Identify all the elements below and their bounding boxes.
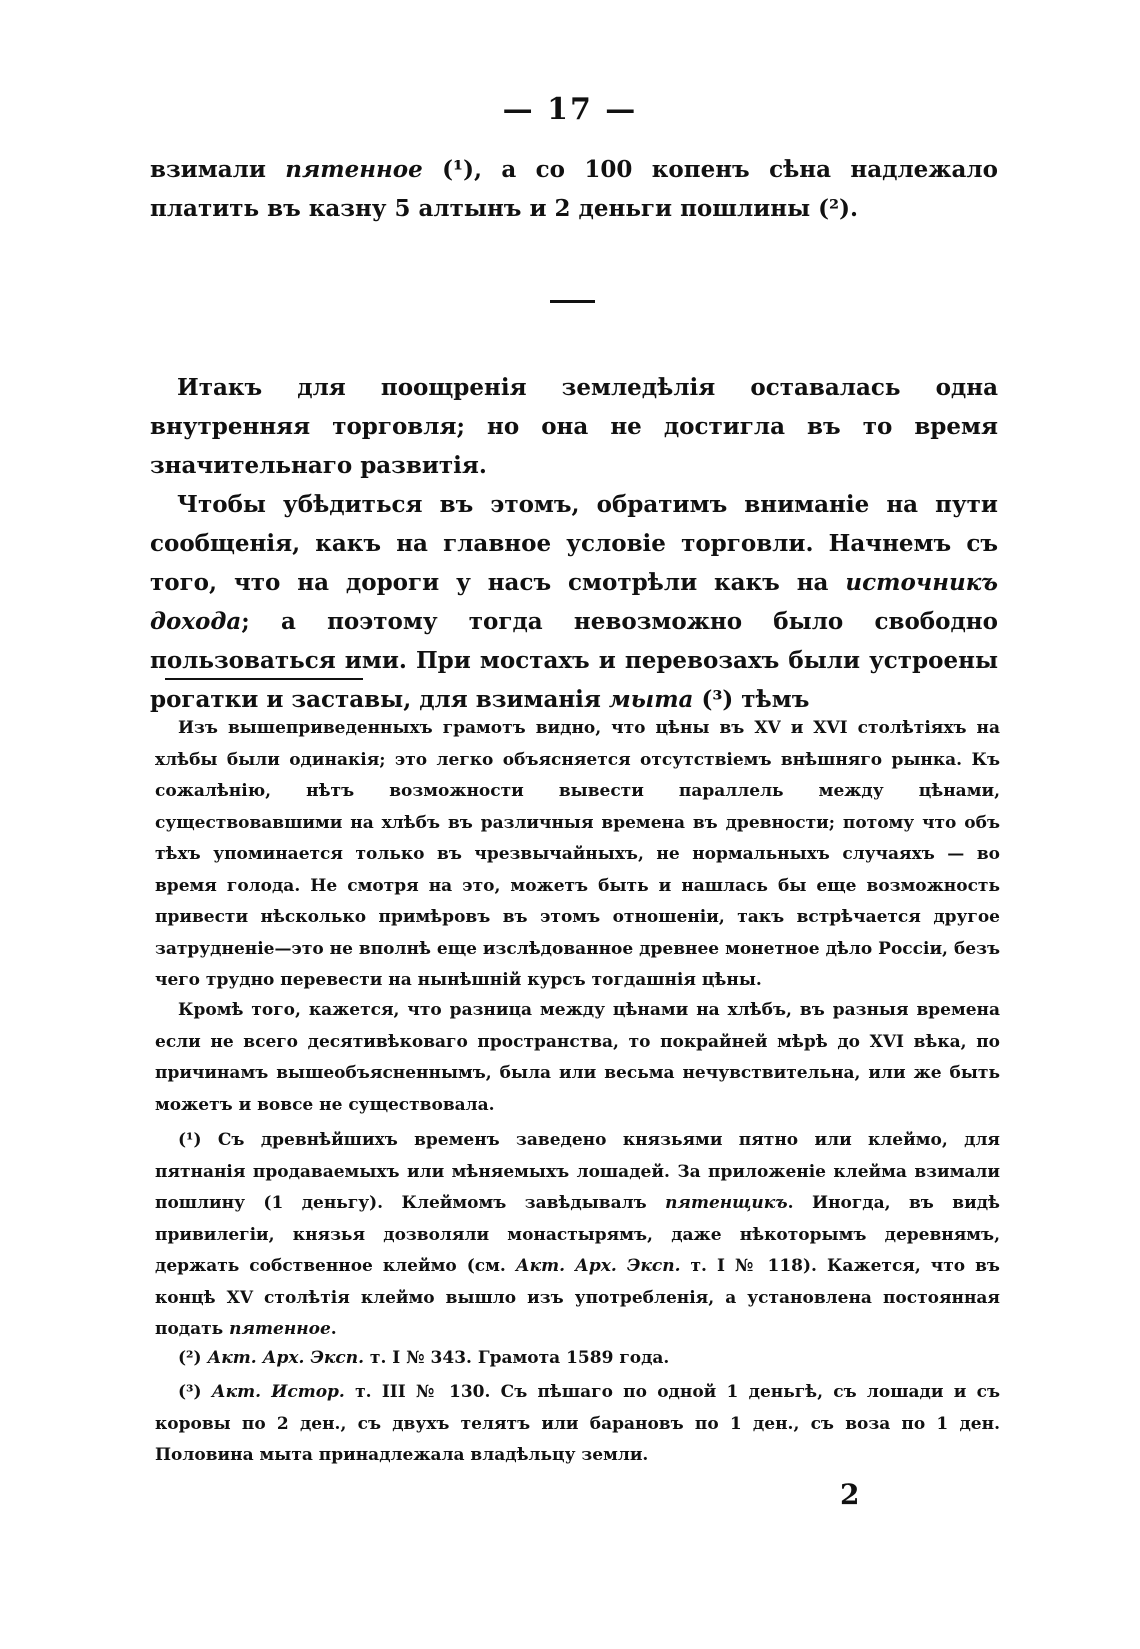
fn1-text-3: т. I № 118). Кажется, что въ концѣ XV столѣтія клеймо вышло изъ употребленія, а установлена постоянная подать bbox=[155, 1256, 1000, 1339]
body-p2-text-2: ; а поэтому тогда невозможно было свободно пользоваться ими. При мостахъ и перевозахъ были устроены рогатки и заставы, для взиманія bbox=[150, 608, 998, 713]
body-p2-italic-2: мыта bbox=[608, 686, 694, 713]
fn3-italic: Акт. Истор. bbox=[211, 1382, 345, 1402]
footnote-1-text bbox=[155, 1125, 1000, 1346]
fn3-text-2: т. III № 130. Съ пѣшаго по одной 1 деньгѣ, съ лошади и съ коровы по 2 ден., съ двухъ телятъ или барановъ по 1 ден., съ воза по 1 ден. Половина мыта принадлежала владѣльцу земли. bbox=[155, 1382, 1000, 1465]
fn2-italic: Акт. Арх. Эксп. bbox=[207, 1348, 364, 1368]
section-divider bbox=[550, 300, 595, 303]
fn1-text-2: . Иногда, въ видѣ привилегіи, князья дозволяли монастырямъ, даже нѣкоторымъ деревнямъ, держать собственное клеймо (см. bbox=[155, 1193, 1000, 1276]
signature-mark: 2 bbox=[840, 1478, 860, 1511]
body-text bbox=[150, 368, 998, 719]
note-text-1: Изъ вышеприведенныхъ грамотъ видно, что цѣны въ XV и XVI столѣтіяхъ на хлѣбы были одинакія; это легко объясняется отсутствіемъ внѣшняго рынка. Къ сожалѣнію, нѣтъ возможности вывести параллель между цѣнами, существовавшими на хлѣбъ въ различныя времена въ древности; потому что объ тѣхъ упоминается только въ чрезвычайныхъ, не нормальныхъ случаяхъ — во время голода. Не смотря на это, можетъ быть и нашлась бы еще возможность привести нѣсколько примѣровъ въ этомъ отношеніи, такъ встрѣчается другое затрудненіе—это не вполнѣ еще изслѣдованное древнее монетное дѣло Россіи, безъ чего трудно перевести на нынѣшній курсъ тогдашнія цѣны. bbox=[155, 718, 1000, 990]
lead-text-2: (¹), а со 100 копенъ сѣна надлежало платить въ казну 5 алтынъ и 2 деньги пошлины (²). bbox=[150, 156, 998, 222]
fn1-italic-2: Акт. Арх. Эксп. bbox=[515, 1256, 681, 1276]
lead-paragraph bbox=[150, 150, 998, 228]
body-p2-italic-1: источникъ дохода bbox=[150, 569, 998, 635]
body-paragraph-2 bbox=[150, 485, 998, 719]
fn1-italic-1: пятенщикъ bbox=[665, 1193, 788, 1213]
note-paragraph-1 bbox=[155, 713, 1000, 997]
fn1-text-1: (¹) Съ древнѣйшихъ временъ заведено князьями пятно или клеймо, для пятнанія продаваемыхъ или мѣняемыхъ лошадей. За приложеніе клейма взимали пошлину (1 деньгу). Клеймомъ завѣдывалъ bbox=[155, 1130, 1000, 1213]
body-p2-text-1: Чтобы убѣдиться въ этомъ, обратимъ вниманіе на пути сообщенія, какъ на главное условіе торговли. Начнемъ съ того, что на дороги у насъ смотрѣли какъ на bbox=[150, 491, 998, 596]
fn2-text-1: (²) bbox=[178, 1348, 208, 1368]
lead-text-1: взимали bbox=[150, 156, 286, 183]
fn3-text-1: (³) bbox=[178, 1382, 212, 1402]
lead-italic-term: пятенное bbox=[285, 156, 423, 183]
footnote-1 bbox=[155, 1125, 1000, 1346]
fn1-text-4: . bbox=[330, 1319, 337, 1339]
footnote-2 bbox=[155, 1343, 1000, 1375]
footnote-divider bbox=[165, 678, 363, 680]
note-paragraph-2 bbox=[155, 995, 1000, 1121]
fn1-italic-3: пятенное bbox=[229, 1319, 331, 1339]
body-paragraph-1: Итакъ для поощренія земледѣлія оставалась одна внутренняя торговля; но она не достигла въ то время значительнаго развитія. bbox=[150, 374, 998, 479]
footnote-3 bbox=[155, 1377, 1000, 1472]
fn2-text-2: т. I № 343. Грамота 1589 года. bbox=[364, 1348, 670, 1368]
footnote-2-text bbox=[155, 1343, 1000, 1375]
footnote-3-text bbox=[155, 1377, 1000, 1472]
note-text-2: Кромѣ того, кажется, что разница между цѣнами на хлѣбъ, въ разныя времена если не всего десятивѣковаго пространства, то покрайней мѣрѣ до XVI вѣка, по причинамъ вышеобъясненнымъ, была или весьма нечувствительна, или же быть можетъ и вовсе не существовала. bbox=[155, 1000, 1000, 1115]
body-p2-text-3: (³) тѣмъ bbox=[693, 686, 810, 713]
page-number: — 17 — bbox=[502, 92, 638, 127]
